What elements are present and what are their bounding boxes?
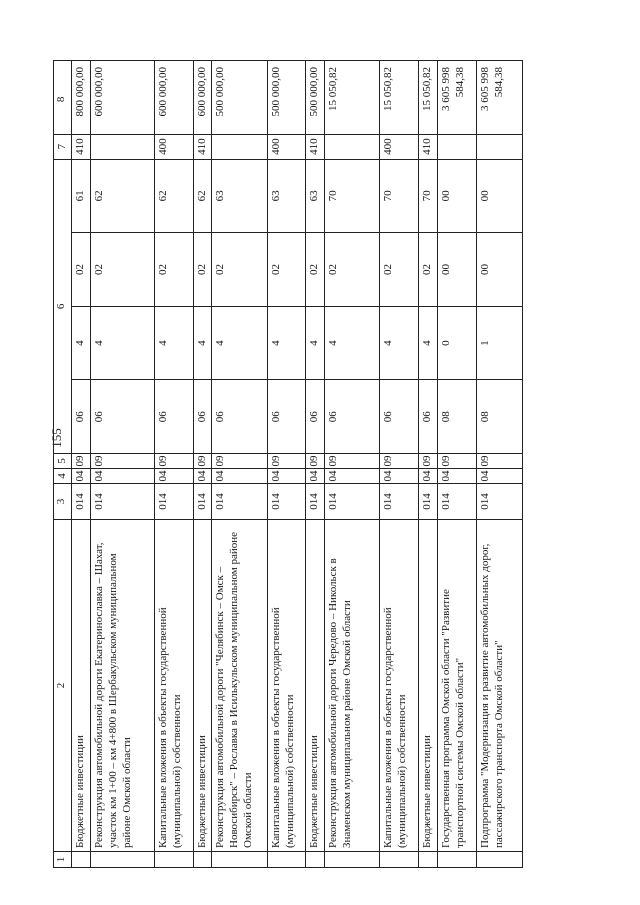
cell-col6-part1: 06 <box>419 380 438 454</box>
cell-col5: 09 <box>193 454 212 469</box>
cell-col6-part3: 02 <box>212 233 267 307</box>
cell-name: Бюджетные инвестиции <box>193 520 212 852</box>
cell-col5: 09 <box>154 454 193 469</box>
cell-col6-part3: 02 <box>154 233 193 307</box>
cell-col7: 400 <box>267 134 306 159</box>
col-header-7: 7 <box>54 134 72 159</box>
table-row <box>72 61 91 868</box>
cell-col6-part4: 70 <box>419 159 438 233</box>
cell-col6-part3: 02 <box>306 233 325 307</box>
cell-col6-part4: 62 <box>90 159 154 233</box>
table-row <box>267 61 306 868</box>
cell-col6-part2: 4 <box>306 306 325 380</box>
cell-name: Бюджетные инвестиции <box>419 520 438 852</box>
cell-col7 <box>90 134 154 159</box>
cell-col4: 04 <box>193 469 212 484</box>
cell-name: Капитальные вложения в объекты государственной (муниципальной) собственности <box>380 520 419 852</box>
cell-col4: 04 <box>267 469 306 484</box>
cell-amount: 500 000,00 <box>306 61 325 135</box>
col-header-3: 3 <box>54 484 72 520</box>
cell-amount: 800 000,00 <box>72 61 91 135</box>
table-row <box>380 61 419 868</box>
cell-col6-part3: 02 <box>72 233 91 307</box>
cell-col1 <box>476 852 522 868</box>
cell-col7: 410 <box>306 134 325 159</box>
cell-col5: 09 <box>380 454 419 469</box>
cell-name: Бюджетные инвестиции <box>306 520 325 852</box>
cell-col4: 04 <box>325 469 380 484</box>
cell-col3: 014 <box>267 484 306 520</box>
cell-col6-part4: 61 <box>72 159 91 233</box>
cell-col6-part3: 02 <box>267 233 306 307</box>
cell-col6-part1: 06 <box>306 380 325 454</box>
cell-col5: 09 <box>476 454 522 469</box>
cell-amount: 15 050,82 <box>419 61 438 135</box>
cell-col1 <box>193 852 212 868</box>
cell-col4: 04 <box>72 469 91 484</box>
cell-col3: 014 <box>72 484 91 520</box>
cell-col3: 014 <box>193 484 212 520</box>
cell-col6-part4: 00 <box>437 159 476 233</box>
table-container <box>53 60 523 868</box>
page-number: 155 <box>49 428 64 448</box>
cell-col6-part4: 62 <box>193 159 212 233</box>
cell-col6-part2: 1 <box>476 306 522 380</box>
table-body <box>72 61 523 868</box>
cell-col1 <box>306 852 325 868</box>
cell-col6-part4: 00 <box>476 159 522 233</box>
cell-col7: 410 <box>419 134 438 159</box>
cell-col6-part2: 4 <box>193 306 212 380</box>
cell-col6-part1: 06 <box>193 380 212 454</box>
cell-col4: 04 <box>437 469 476 484</box>
cell-amount: 15 050,82 <box>380 61 419 135</box>
cell-col6-part4: 63 <box>212 159 267 233</box>
cell-col5: 09 <box>437 454 476 469</box>
cell-amount: 600 000,00 <box>193 61 212 135</box>
cell-col4: 04 <box>380 469 419 484</box>
cell-col6-part3: 02 <box>193 233 212 307</box>
cell-col1 <box>437 852 476 868</box>
cell-col5: 09 <box>419 454 438 469</box>
cell-col6-part4: 63 <box>306 159 325 233</box>
cell-col6-part2: 0 <box>437 306 476 380</box>
cell-col3: 014 <box>437 484 476 520</box>
cell-name: Капитальные вложения в объекты государственной (муниципальной) собственности <box>267 520 306 852</box>
cell-col1 <box>325 852 380 868</box>
cell-col6-part1: 06 <box>325 380 380 454</box>
budget-table <box>53 60 523 868</box>
header-row <box>54 61 72 868</box>
table-row <box>193 61 212 868</box>
cell-col7 <box>212 134 267 159</box>
cell-col6-part3: 02 <box>419 233 438 307</box>
cell-col3: 014 <box>154 484 193 520</box>
cell-name: Реконструкция автомобильной дороги Екатеринославка – Шахат, участок км 1+00 – км 4+800 в Шербакульском муниципальном районе Омской области <box>90 520 154 852</box>
table-row <box>476 61 522 868</box>
col-header-6: 6 <box>54 159 72 453</box>
cell-col3: 014 <box>212 484 267 520</box>
cell-col6-part1: 06 <box>380 380 419 454</box>
cell-col7 <box>437 134 476 159</box>
cell-col6-part1: 06 <box>212 380 267 454</box>
cell-col1 <box>90 852 154 868</box>
cell-col4: 04 <box>212 469 267 484</box>
table-row <box>419 61 438 868</box>
cell-col1 <box>212 852 267 868</box>
cell-amount: 3 605 998 584,38 <box>437 61 476 135</box>
cell-col4: 04 <box>154 469 193 484</box>
cell-col6-part1: 06 <box>267 380 306 454</box>
cell-col6-part3: 00 <box>437 233 476 307</box>
cell-name: Подпрограмма "Модернизация и развитие автомобильных дорог, пассажирского транспорта Омской области" <box>476 520 522 852</box>
cell-col3: 014 <box>476 484 522 520</box>
cell-col6-part4: 63 <box>267 159 306 233</box>
cell-col3: 014 <box>419 484 438 520</box>
cell-col4: 04 <box>306 469 325 484</box>
cell-name: Государственная программа Омской области "Развитие транспортной системы Омской области" <box>437 520 476 852</box>
col-header-8: 8 <box>54 61 72 135</box>
cell-col6-part1: 06 <box>72 380 91 454</box>
cell-col6-part3: 02 <box>380 233 419 307</box>
cell-col6-part4: 70 <box>325 159 380 233</box>
cell-col6-part1: 08 <box>437 380 476 454</box>
cell-col4: 04 <box>90 469 154 484</box>
col-header-5: 5 <box>54 454 72 469</box>
cell-name: Реконструкция автомобильной дороги "Челябинск – Омск – Новосибирск" – Рославка в Исилькульском муниципальном районе Омской области <box>212 520 267 852</box>
cell-col6-part2: 4 <box>72 306 91 380</box>
cell-col7 <box>476 134 522 159</box>
cell-col7 <box>325 134 380 159</box>
cell-col6-part3: 02 <box>325 233 380 307</box>
cell-name: Реконструкция автомобильной дороги Чередово – Никольск в Знаменском муниципальном районе Омской области <box>325 520 380 852</box>
cell-col6-part2: 4 <box>267 306 306 380</box>
cell-col3: 014 <box>90 484 154 520</box>
table-row <box>90 61 154 868</box>
table-row <box>325 61 380 868</box>
cell-col5: 09 <box>72 454 91 469</box>
cell-col6-part1: 08 <box>476 380 522 454</box>
cell-col1 <box>380 852 419 868</box>
cell-col1 <box>154 852 193 868</box>
cell-col6-part4: 70 <box>380 159 419 233</box>
table-row <box>212 61 267 868</box>
cell-col6-part1: 06 <box>154 380 193 454</box>
col-header-4: 4 <box>54 469 72 484</box>
table-row <box>437 61 476 868</box>
cell-amount: 15 050,82 <box>325 61 380 135</box>
cell-col6-part2: 4 <box>212 306 267 380</box>
cell-name: Бюджетные инвестиции <box>72 520 91 852</box>
cell-col4: 04 <box>419 469 438 484</box>
cell-col7: 400 <box>380 134 419 159</box>
cell-col6-part2: 4 <box>90 306 154 380</box>
cell-col5: 09 <box>212 454 267 469</box>
cell-amount: 500 000,00 <box>267 61 306 135</box>
cell-col5: 09 <box>267 454 306 469</box>
cell-col5: 09 <box>325 454 380 469</box>
cell-col3: 014 <box>306 484 325 520</box>
cell-col4: 04 <box>476 469 522 484</box>
cell-col6-part1: 06 <box>90 380 154 454</box>
cell-amount: 600 000,00 <box>154 61 193 135</box>
cell-col6-part3: 00 <box>476 233 522 307</box>
cell-col6-part3: 02 <box>90 233 154 307</box>
col-header-1: 1 <box>54 852 72 868</box>
cell-col3: 014 <box>380 484 419 520</box>
cell-col6-part2: 4 <box>325 306 380 380</box>
cell-col6-part4: 62 <box>154 159 193 233</box>
col-header-2: 2 <box>54 520 72 852</box>
cell-col6-part2: 4 <box>419 306 438 380</box>
cell-name: Капитальные вложения в объекты государственной (муниципальной) собственности <box>154 520 193 852</box>
cell-col3: 014 <box>325 484 380 520</box>
cell-col6-part2: 4 <box>154 306 193 380</box>
cell-col1 <box>72 852 91 868</box>
cell-col5: 09 <box>90 454 154 469</box>
cell-col6-part2: 4 <box>380 306 419 380</box>
table-row <box>154 61 193 868</box>
cell-col1 <box>267 852 306 868</box>
cell-col7: 410 <box>72 134 91 159</box>
cell-col5: 09 <box>306 454 325 469</box>
cell-col1 <box>419 852 438 868</box>
table-row <box>306 61 325 868</box>
cell-col7: 410 <box>193 134 212 159</box>
cell-amount: 500 000,00 <box>212 61 267 135</box>
cell-amount: 600 000,00 <box>90 61 154 135</box>
cell-amount: 3 605 998 584,38 <box>476 61 522 135</box>
cell-col7: 400 <box>154 134 193 159</box>
